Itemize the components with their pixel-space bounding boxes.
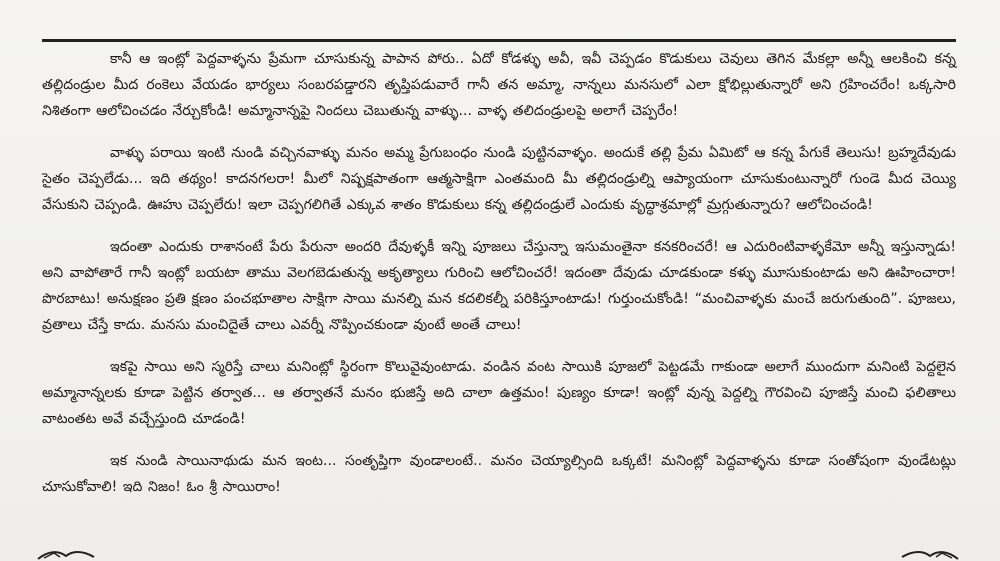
paragraph-1: కానీ ఆ ఇంట్లో పెద్దవాళ్ళను ప్రేమగా చూసుకున్న పాపాన పోరు.. ఏదో కోడళ్ళు అవీ, ఇవీ చెప్పడం కొడుకులు చెవులు తెగిన మేకల్లా అన్నీ ఆలకించి కన్న తల్లిదండ్రుల మీద రంకెలు వేయడం భార్యలు సంబరపడ్డారని తృప్తిపడువారే గానీ తన అమ్మా, నాన్నలు మనసులో ఎలా క్షోభిల్లుతున్నారో అని గ్రహించరేం! ఒక్కసారి నిశితంగా ఆలోచించడం నేర్చుకోండి! అమ్మానాన్నపై నిందలు చెబుతున్న వాళ్ళు... వాళ్ళ తలిదండ్రులపై అలాగే చెప్పరేం! xyxy=(42,51,956,119)
paragraph-4: ఇకపై సాయి అని స్మరిస్తే చాలు మనింట్లో స్థిరంగా కొలువైవుంటాడు. వండిన వంట సాయికి పూజలో పెట్టడమే గాకుండా అలాగే ముందుగా మనింటి పెద్దలైన అమ్మానాన్నలకు కూడా పెట్టిన తర్వాత... ఆ తర్వాతనే మనం భుజిస్తే అది చాలా ఉత్తమం! పుణ్యం కూడా! ఇంట్లో వున్న పెద్దల్ని గౌరవించి పూజిస్తే మంచి ఫలితాలు వాటంతట అవే వచ్చేస్తుంది చూడండి! xyxy=(42,359,956,427)
right-ornament-icon xyxy=(900,547,960,561)
paragraph-3: ఇదంతా ఎందుకు రాశానంటే పేరు పేరునా అందరి దేవుళ్ళకీ ఇన్ని పూజలు చేస్తున్నా ఇసుమంతైనా కనకరించరే! ఆ ఎదురింటివాళ్ళకేమో అన్నీ ఇస్తున్నాడు! అని వాపోతారే గానీ ఇంట్లో బయటా తాము వెలగబెడుతున్న అకృత్యాలు గురించి ఆలోచించరే! ఇదంతా దేవుడు చూడకుండా కళ్ళు మూసుకుంటాడు అని ఊహించారా! పొరబాటు! అనుక్షణం ప్రతి క్షణం పంచభూతాల సాక్షిగా సాయి మనల్ని మన కదలికల్నీ పరికిస్తూంటాడు! గుర్తుంచుకోండి! “మంచివాళ్ళకు మంచే జరుగుతుంది”. పూజలు, వ్రతాలు చేస్తే కాదు. మనసు మంచిదైతే చాలు ఎవర్నీ నొప్పించకుండా వుంటే అంతే చాలు! xyxy=(42,239,956,333)
article-body xyxy=(42,46,956,516)
left-ornament-icon xyxy=(36,547,96,561)
top-rule xyxy=(42,39,956,42)
paragraph-2: వాళ్ళు పరాయి ఇంటి నుండి వచ్చినవాళ్ళు మనం అమ్మ ప్రేగుబంధం నుండి పుట్టినవాళ్ళం. అందుకే తల్లి ప్రేమ ఏమిటో ఆ కన్న పేగుకే తెలుసు! బ్రహ్మదేవుడు సైతం చెప్పలేడు... ఇది తథ్యం! కాదనగలరా! మీలో నిష్పక్షపాతంగా ఆత్మసాక్షిగా ఎంతమంది మీ తల్లిదండ్రుల్ని ఆప్యాయంగా చూసుకుంటున్నారో గుండె మీద చెయ్యి వేసుకుని చెప్పండి. ఊహు చెప్పలేరు! ఇలా చెప్పగలిగితే ఎక్కువ శాతం కొడుకులు కన్న తల్లిదండ్రులే ఎందుకు వృద్ధాశ్రమాల్లో మ్రగ్గుతున్నారు? ఆలోచించండి! xyxy=(42,145,956,213)
paragraph-5: ఇక నుండి సాయినాథుడు మన ఇంట... సంతృప్తిగా వుండాలంటే.. మనం చెయ్యాల్సింది ఒక్కటే! మనింట్లో పెద్దవాళ్ళను కూడా సంతోషంగా వుండేటట్లు చూసుకోవాలి! ఇది నిజం! ఓం శ్రీ సాయిరాం! xyxy=(42,453,956,495)
